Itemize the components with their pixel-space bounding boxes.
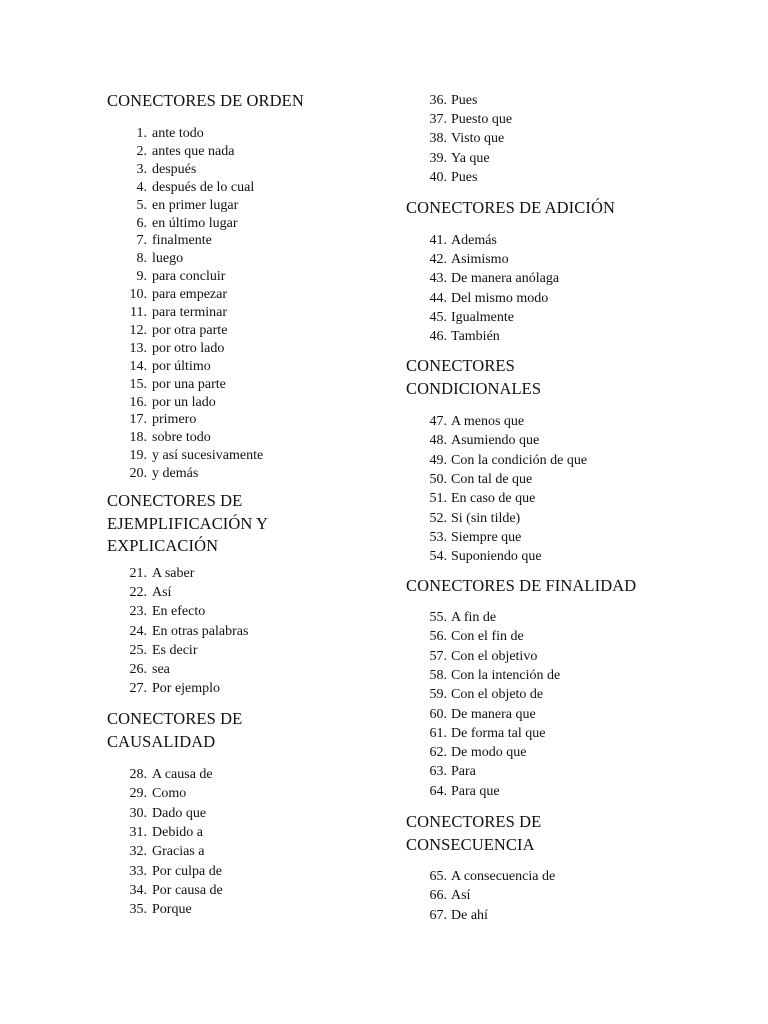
list-item (406, 782, 706, 801)
list-item-text: primero (152, 412, 197, 428)
list-item (107, 393, 407, 412)
list-item-text: y demás (152, 466, 199, 482)
list-item-number: 9. (136, 269, 147, 285)
list-item-number: 48. (429, 433, 447, 449)
list-item-number: 19. (129, 448, 147, 464)
list-item-number: 36. (429, 93, 447, 108)
list-item (406, 110, 706, 129)
list-item-text: para terminar (152, 305, 228, 320)
list-item-text: en último lugar (152, 215, 238, 231)
list-item (107, 804, 407, 823)
list-item (406, 269, 706, 288)
list-item (107, 410, 407, 429)
list-item-text: Además (451, 233, 497, 248)
section-heading-conectores-de-finalidad: CONECTORES DE FINALIDAD (406, 576, 637, 595)
list-item-number: 47. (429, 414, 447, 429)
list-item (107, 214, 407, 233)
list-item (406, 327, 706, 346)
list-item-number: 24. (129, 623, 147, 639)
list-item-text: Por ejemplo (152, 681, 221, 697)
list-item (107, 428, 407, 447)
list-item-text: De forma tal que (451, 725, 546, 741)
list-item-number: 54. (429, 549, 447, 565)
list-item-number: 16. (129, 394, 147, 410)
list-item-text: A causa de (152, 767, 213, 782)
list-item-text: ante todo (152, 126, 204, 141)
list-item-text: después de lo cual (152, 179, 255, 195)
list-item (107, 583, 407, 602)
list-item (406, 906, 706, 925)
list-item (107, 446, 407, 465)
list-item-text: Dado que (152, 805, 207, 821)
list-item (107, 641, 407, 660)
list-item-number: 1. (136, 126, 147, 141)
list-item-text: A saber (152, 566, 195, 581)
list-item-number: 23. (129, 604, 147, 620)
list-item-number: 20. (129, 466, 147, 482)
list-item-text: por otro lado (152, 340, 225, 356)
list-item-text: En caso de que (451, 491, 536, 507)
list-item (406, 470, 706, 489)
list-item (107, 160, 407, 179)
list-item-text: A fin de (451, 610, 497, 625)
list-item-text: A menos que (451, 414, 525, 429)
list-item-text: Como (152, 786, 187, 802)
list-item (107, 622, 407, 641)
list-item (107, 564, 407, 583)
section-heading-conectores-de-causalidad: CONECTORES DE CAUSALIDAD (107, 709, 243, 751)
list-item (406, 91, 706, 110)
list-item-number: 25. (129, 642, 147, 658)
list-item-text: Es decir (152, 642, 198, 658)
list-item-number: 55. (429, 610, 447, 625)
list-item (406, 168, 706, 187)
list-item (107, 784, 407, 803)
list-item-text: Ya que (451, 150, 490, 166)
list-item-text: Con tal de que (451, 471, 533, 487)
list-item (406, 608, 706, 627)
list-item-number: 4. (136, 179, 147, 195)
list-item-number: 38. (429, 131, 447, 147)
list-item-number: 18. (129, 430, 147, 446)
list-item (107, 375, 407, 394)
list-item-number: 56. (429, 629, 447, 645)
list-item-text: Puesto que (451, 112, 513, 128)
list-item (107, 881, 407, 900)
list-item-text: También (451, 329, 500, 344)
list-item-text: De manera anólaga (451, 271, 560, 287)
list-item-text: Para que (451, 783, 500, 799)
list-item-number: 49. (429, 452, 447, 468)
list-item (406, 289, 706, 308)
list-item-number: 63. (429, 764, 447, 780)
list-item (406, 509, 706, 528)
list-item (406, 886, 706, 905)
list-item-number: 6. (136, 215, 147, 231)
list-item-number: 46. (429, 329, 447, 344)
list-item-number: 50. (429, 471, 447, 487)
list-item-number: 58. (429, 667, 447, 683)
list-item-number: 57. (429, 648, 447, 664)
list-item (107, 267, 407, 286)
list-item (406, 666, 706, 685)
list-item-text: Con el objeto de (451, 687, 544, 703)
list-item (107, 823, 407, 842)
list-item-number: 51. (429, 491, 447, 507)
list-item-text: Siempre que (451, 529, 522, 545)
list-item-number: 61. (429, 725, 447, 741)
list-item (107, 231, 407, 250)
list-item-number: 66. (429, 888, 447, 904)
list-item-text: después (152, 161, 197, 177)
list-item (107, 464, 407, 483)
list-item (107, 357, 407, 376)
list-item (406, 308, 706, 327)
list-item-text: De ahí (451, 907, 488, 923)
list-item-text: Con la intención de (451, 667, 561, 683)
list-item-number: 34. (129, 882, 147, 898)
list-item-text: sobre todo (152, 430, 211, 446)
list-item-text: Debido a (152, 824, 203, 840)
list-item (406, 685, 706, 704)
list-item-number: 60. (429, 706, 447, 722)
list-item-text: por último (152, 358, 211, 374)
list-item-text: luego (152, 251, 184, 267)
list-item-text: Por culpa de (152, 863, 222, 879)
section-heading-conectores-de-ejemplificacion-y-explicacion: CONECTORES DE EJEMPLIFICACIÓN Y EXPLICACIÓN (107, 491, 269, 555)
list-item (107, 124, 407, 143)
list-item-text: Visto que (451, 131, 505, 147)
list-item-text: Asimismo (451, 252, 509, 268)
list-item (107, 660, 407, 679)
list-item (406, 129, 706, 148)
list-item-number: 12. (129, 322, 147, 338)
list-item (406, 231, 706, 250)
list-item-number: 67. (429, 907, 447, 923)
list-item-text: De manera que (451, 706, 536, 722)
list-item-text: De modo que (451, 745, 527, 761)
list-item-number: 42. (429, 252, 447, 268)
list-item-text: A consecuencia de (451, 869, 556, 884)
section-heading-conectores-condicionales: CONECTORES CONDICIONALES (406, 356, 542, 398)
list-item-number: 35. (129, 902, 147, 918)
list-item-number: 26. (129, 662, 147, 677)
list-item-number: 40. (429, 169, 447, 185)
list-item (406, 647, 706, 666)
list-item-text: Pues (451, 169, 478, 185)
list-item-text: por un lado (152, 394, 216, 410)
list-item-text: Con el objetivo (451, 648, 538, 664)
list-item (107, 321, 407, 340)
list-item-number: 8. (136, 251, 147, 267)
list-item-text: Para (451, 764, 476, 780)
list-item-text: Igualmente (451, 309, 514, 325)
list-item-text: sea (152, 662, 170, 677)
list-item-number: 3. (136, 161, 147, 177)
list-item-number: 32. (129, 844, 147, 860)
list-item (406, 528, 706, 547)
list-item-number: 41. (429, 233, 447, 248)
list-item-text: Gracias a (152, 844, 205, 860)
list-item-number: 28. (129, 767, 147, 782)
list-item (406, 743, 706, 762)
list-item-number: 59. (429, 687, 447, 703)
list-item (406, 627, 706, 646)
list-item-text: Del mismo modo (451, 290, 549, 306)
list-item (107, 765, 407, 784)
list-item (406, 431, 706, 450)
list-item-text: En efecto (152, 604, 206, 620)
list-item-number: 7. (136, 233, 147, 249)
list-item (406, 724, 706, 743)
list-item (406, 867, 706, 886)
list-item-number: 65. (429, 869, 447, 884)
list-item (107, 142, 407, 161)
list-item-number: 22. (129, 585, 147, 601)
list-item-number: 13. (129, 340, 147, 356)
list-item-text: Por causa de (152, 882, 223, 898)
list-item-number: 31. (129, 824, 147, 840)
list-item-text: Si (sin tilde) (451, 510, 521, 526)
list-item-text: En otras palabras (152, 623, 249, 639)
list-item-number: 39. (429, 150, 447, 166)
list-item (107, 862, 407, 881)
list-item (406, 705, 706, 724)
list-item (406, 451, 706, 470)
list-item (107, 196, 407, 215)
list-item-number: 27. (129, 681, 147, 697)
list-item-number: 33. (129, 863, 147, 879)
list-item-number: 64. (429, 783, 447, 799)
list-item-number: 2. (136, 143, 147, 159)
list-item (107, 339, 407, 358)
list-item-text: Asumiendo que (451, 433, 540, 449)
section-heading-conectores-de-orden: CONECTORES DE ORDEN (107, 91, 304, 110)
list-item-text: en primer lugar (152, 197, 239, 213)
list-item-text: Así (152, 585, 172, 601)
list-item-text: Con el fin de (451, 629, 524, 645)
list-item (406, 149, 706, 168)
list-item-number: 45. (429, 309, 447, 325)
section-heading-conectores-de-consecuencia: CONECTORES DE CONSECUENCIA (406, 812, 542, 854)
list-item (107, 178, 407, 197)
list-item-number: 15. (129, 376, 147, 392)
list-item-number: 14. (129, 358, 147, 374)
list-item (406, 762, 706, 781)
list-item (107, 249, 407, 268)
list-item-text: Porque (152, 902, 192, 918)
list-item (406, 489, 706, 508)
list-item-text: y así sucesivamente (152, 448, 264, 464)
list-item-number: 43. (429, 271, 447, 287)
list-item (107, 285, 407, 304)
list-item-text: finalmente (152, 233, 212, 249)
list-item (107, 303, 407, 322)
list-item-number: 21. (129, 566, 147, 581)
list-item-text: por otra parte (152, 322, 228, 338)
list-item-number: 30. (129, 805, 147, 821)
list-item-number: 29. (129, 786, 147, 802)
list-item-number: 37. (429, 112, 447, 128)
list-item-number: 17. (129, 412, 147, 428)
list-item-number: 62. (429, 745, 447, 761)
list-item (107, 602, 407, 621)
list-item-text: Pues (451, 93, 478, 108)
list-item-text: antes que nada (152, 143, 235, 159)
list-item-text: para empezar (152, 287, 227, 303)
list-item-number: 5. (136, 197, 147, 213)
list-item (107, 679, 407, 698)
list-item-number: 53. (429, 529, 447, 545)
list-item-number: 52. (429, 510, 447, 526)
list-item-text: Así (451, 888, 471, 904)
list-item (406, 547, 706, 566)
section-heading-conectores-de-adicion: CONECTORES DE ADICIÓN (406, 198, 615, 217)
list-item-text: Suponiendo que (451, 549, 542, 565)
list-item (107, 842, 407, 861)
list-item-number: 10. (129, 287, 147, 303)
list-item-text: Con la condición de que (451, 452, 588, 468)
list-item-number: 11. (130, 305, 147, 320)
list-item (107, 900, 407, 919)
list-item-number: 44. (429, 290, 447, 306)
list-item-text: por una parte (152, 376, 226, 392)
list-item (406, 250, 706, 269)
list-item (406, 412, 706, 431)
list-item-text: para concluir (152, 269, 226, 285)
